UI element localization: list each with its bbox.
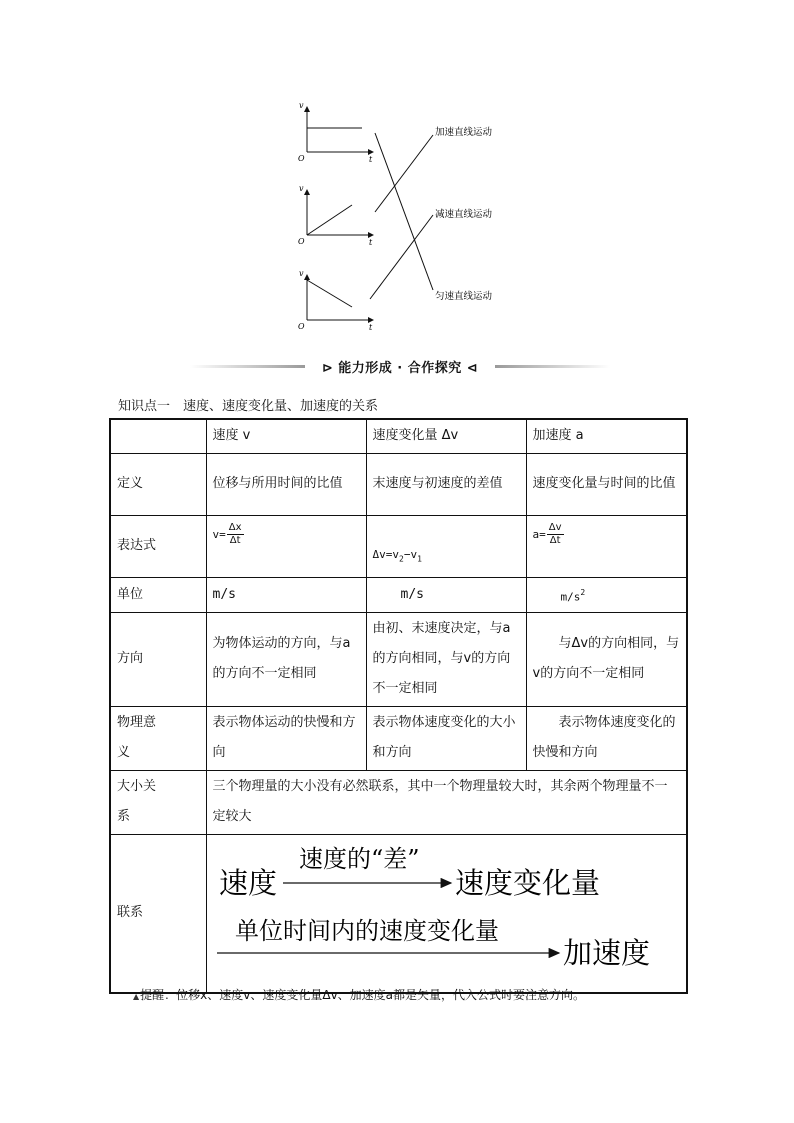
- unit-text: m/s: [560, 589, 581, 603]
- vt-graphs-figure: [280, 95, 520, 340]
- graph-3-v-label: v: [299, 269, 304, 278]
- table-row-expression: [110, 515, 687, 577]
- banner-title-text: 能力形成 · 合作探究: [338, 361, 462, 376]
- match-line-3: [370, 215, 433, 299]
- cell-acceleration-unit: [526, 577, 687, 612]
- graph-1-origin-label: O: [298, 154, 305, 163]
- cell-connection-diagram: [206, 834, 687, 993]
- fraction-numerator: Δx: [228, 521, 242, 533]
- section-banner: [190, 355, 610, 377]
- banner-title: [310, 357, 490, 376]
- graph-1-v-label: v: [299, 101, 304, 110]
- fraction-numerator: Δv: [548, 521, 562, 533]
- banner-left-icon: ⊳: [321, 361, 334, 376]
- formula-mid: −v: [403, 547, 418, 561]
- cell-acceleration-formula: [526, 515, 687, 577]
- header-empty: [110, 419, 206, 453]
- graph-2-v-label: v: [299, 184, 304, 193]
- formula-sub-1: 2: [399, 554, 404, 564]
- cell-delta-v-unit: m/s: [366, 577, 526, 612]
- match-line-2: [375, 135, 433, 212]
- match-label-uniform: 匀速直线运动: [435, 291, 493, 302]
- graph-2: [298, 184, 373, 247]
- graph-1: [298, 101, 373, 164]
- comparison-table: [109, 418, 688, 994]
- cell-velocity: 位移与所用时间的比值: [206, 453, 366, 515]
- match-label-accelerate: 加速直线运动: [435, 127, 493, 138]
- cell-delta-v: 由初、末速度决定，与a的方向相同，与v的方向不一定相同: [366, 612, 526, 706]
- table-row-connection: [110, 834, 687, 993]
- table-row-meaning: [110, 706, 687, 770]
- section-title: 知识点一 速度、速度变化量、加速度的关系: [118, 399, 379, 414]
- formula-fraction: [547, 522, 564, 547]
- fraction-denominator: Δt: [549, 534, 561, 546]
- row-label: 单位: [110, 577, 206, 612]
- graph-1-t-label: t: [369, 155, 373, 164]
- diagram-arrow1-label: 速度的“差”: [298, 844, 420, 873]
- cell-delta-v: 表示物体速度变化的大小和方向: [366, 706, 526, 770]
- table-row-direction: [110, 612, 687, 706]
- diagram-delta-v: 速度变化量: [454, 865, 600, 900]
- cell-delta-v-formula: [366, 515, 526, 577]
- cell-velocity-unit: m/s: [206, 577, 366, 612]
- row-label: 联系: [110, 834, 206, 993]
- diagram-arrow2-label: 单位时间内的速度变化量: [234, 916, 499, 945]
- cell-acceleration: 与Δv的方向相同，与v的方向不一定相同: [526, 612, 687, 706]
- row-label: 大小关系: [110, 770, 206, 834]
- banner-right-line: [495, 365, 610, 368]
- header-delta-v: 速度变化量 Δv: [366, 419, 526, 453]
- graph-3-line: [307, 280, 352, 307]
- formula-lhs: a=: [532, 527, 546, 541]
- formula-lhs: v=: [212, 527, 226, 541]
- row-label: 定义: [110, 453, 206, 515]
- graph-2-line: [307, 205, 352, 235]
- graph-2-origin-label: O: [298, 237, 305, 246]
- unit-superscript: 2: [580, 587, 586, 597]
- row-label: 方向: [110, 612, 206, 706]
- row-label: 表达式: [110, 515, 206, 577]
- header-acceleration: 加速度 a: [526, 419, 687, 453]
- table-header-row: [110, 419, 687, 453]
- graph-3-origin-label: O: [298, 322, 305, 331]
- table-row-definition: [110, 453, 687, 515]
- cell-velocity: 表示物体运动的快慢和方向: [206, 706, 366, 770]
- banner-right-icon: ⊲: [466, 361, 479, 376]
- cell-velocity-formula: [206, 515, 366, 577]
- banner-left-line: [190, 365, 305, 368]
- cell-velocity: 为物体运动的方向，与a的方向不一定相同: [206, 612, 366, 706]
- cell-acceleration: 速度变化量与时间的比值: [526, 453, 687, 515]
- table-row-magnitude: [110, 770, 687, 834]
- match-label-decelerate: 减速直线运动: [435, 209, 493, 220]
- graph-2-t-label: t: [369, 238, 373, 247]
- header-velocity: 速度 v: [206, 419, 366, 453]
- match-line-1: [375, 133, 433, 290]
- graph-3-t-label: t: [369, 323, 373, 332]
- formula-text: Δv=v: [372, 547, 399, 561]
- reminder-text: 提醒：位移x、速度v、速度变化量Δv、加速度a都是矢量，代入公式时要注意方向。: [140, 988, 586, 1002]
- triangle-icon: ▲: [133, 992, 140, 1001]
- reminder-note: [133, 986, 585, 1003]
- diagram-velocity: 速度: [218, 865, 277, 900]
- connection-diagram: [207, 835, 685, 980]
- cell-acceleration: 表示物体速度变化的快慢和方向: [526, 706, 687, 770]
- diagram-acceleration: 加速度: [562, 935, 650, 970]
- table-row-unit: [110, 577, 687, 612]
- cell-merged: 三个物理量的大小没有必然联系，其中一个物理量较大时，其余两个物理量不一定较大: [206, 770, 687, 834]
- formula-sub-2: 1: [417, 554, 422, 564]
- row-label: 物理意义: [110, 706, 206, 770]
- formula-fraction: [227, 522, 244, 547]
- cell-delta-v: 末速度与初速度的差值: [366, 453, 526, 515]
- fraction-denominator: Δt: [229, 534, 241, 546]
- graph-3: [298, 269, 373, 332]
